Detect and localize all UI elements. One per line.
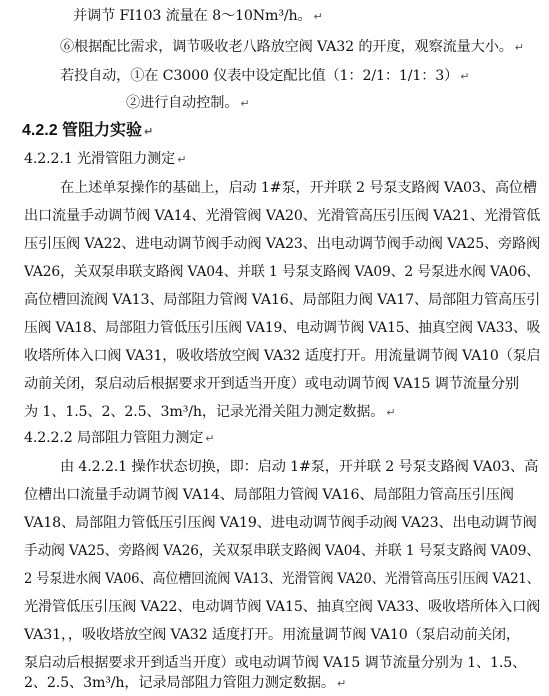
text-line xyxy=(24,318,540,338)
section-heading-text: 4.2.2 管阻力实验 xyxy=(22,122,143,139)
paragraph-mark-icon: ↵ xyxy=(177,153,187,166)
subsection-heading-text: 4.2.2.2 局部阻力管阻力测定 xyxy=(24,430,204,446)
text-line-content: 光滑管低压引压阀 VA22、电动调节阀 VA15、抽真空阀 VA33、吸收塔所体入口阀 xyxy=(24,599,541,615)
text-line xyxy=(60,66,469,87)
paragraph-mark-icon: ↵ xyxy=(205,432,215,445)
text-line xyxy=(24,206,540,226)
text-line xyxy=(24,485,514,505)
text-line-content: 出口流量手动调节阀 VA14、光滑管阀 VA20、光滑管高压引压阀 VA21、光滑管低 xyxy=(24,208,541,224)
text-line xyxy=(24,346,540,366)
text-line xyxy=(24,402,395,423)
text-line-content: 高位槽回流阀 VA13、局部阻力管阀 VA16、局部阻力阀 VA17、局部阻力管高压引 xyxy=(24,292,541,308)
text-line-content: 并调节 FI103 流量在 8～10Nm³/h。 xyxy=(73,8,312,24)
text-line-content: VA26，关双泵串联支路阀 VA04、并联 1 号泵支路阀 VA09、2 号泵进水阀 VA06、 xyxy=(24,264,540,280)
paragraph-mark-icon: ↵ xyxy=(336,677,347,690)
text-line-content: 在上述单泵操作的基础上，启动 1#泵，开并联 2 号泵支路阀 VA03、高位槽 xyxy=(60,180,537,196)
text-line-content: 压引压阀 VA22、进电动调节阀手动阀 VA23、出电动调节阀手动阀 VA25、旁路阀 xyxy=(24,236,541,252)
subsection-heading xyxy=(24,149,186,170)
text-line-content: ②进行自动控制。 xyxy=(126,95,239,111)
text-line-content: VA18、局部阻力管低压引压阀 VA19、进电动调节阀手动阀 VA23、出电动调节阀 xyxy=(24,515,537,531)
text-line xyxy=(24,262,540,282)
text-line-content: 若投自动，①在 C3000 仪表中设定配比值（1：2/1：1/1：3） xyxy=(60,68,459,84)
text-line xyxy=(24,597,540,617)
paragraph-mark-icon: ↵ xyxy=(460,70,470,83)
text-line xyxy=(24,234,540,254)
text-line xyxy=(73,6,323,27)
text-line-content: 2 号泵进水阀 VA06、高位槽回流阀 VA13、光滑管阀 VA20、光滑管高压引压阀 VA21、 xyxy=(24,571,540,587)
text-line xyxy=(24,374,519,394)
text-line xyxy=(24,569,540,589)
text-line-content: 为 1、1.5、2、2.5、3m³/h，记录光滑关阻力测定数据。 xyxy=(24,404,385,420)
subsection-heading xyxy=(24,428,214,449)
paragraph-mark-icon: ↵ xyxy=(514,41,524,54)
text-line xyxy=(60,457,538,477)
text-line xyxy=(24,513,537,533)
text-line xyxy=(24,673,346,694)
paragraph-mark-icon: ↵ xyxy=(386,406,396,419)
text-line-content: 压阀 VA18、局部阻力管低压引压阀 VA19、电动调节阀 VA15、抽真空阀 VA33、吸 xyxy=(24,320,541,336)
text-line-content: 动前关闭，泵启动后根据要求开到适当开度）或电动调节阀 VA15 调节流量分别 xyxy=(24,376,519,392)
text-line xyxy=(24,541,540,561)
section-heading xyxy=(22,121,153,142)
text-line xyxy=(24,625,520,645)
text-line xyxy=(60,37,524,58)
paragraph-mark-icon: ↵ xyxy=(240,97,250,110)
text-line-content: 收塔所体入口阀 VA31，吸收塔放空阀 VA32 适度打开。用流量调节阀 VA10（泵启 xyxy=(24,348,541,364)
text-line-content: ⑥根据配比需求，调节吸收老八路放空阀 VA32 的开度，观察流量大小。 xyxy=(60,39,513,55)
paragraph-mark-icon: ↵ xyxy=(313,10,323,23)
text-line-content: 2、2.5、3m³/h，记录局部阻力管阻力测定数据。 xyxy=(24,675,335,691)
text-line-content: 由 4.2.2.1 操作状态切换，即：启动 1#泵，开并联 2 号泵支路阀 VA03、高 xyxy=(60,459,539,475)
text-line xyxy=(24,653,526,673)
text-line xyxy=(126,93,249,114)
text-line-content: 位槽出口流量手动调节阀 VA14、局部阻力管阀 VA16、局部阻力管高压引压阀 xyxy=(24,487,514,503)
paragraph-mark-icon: ↵ xyxy=(144,125,154,138)
text-line xyxy=(60,178,537,198)
text-line-content: 手动阀 VA25、旁路阀 VA26，关双泵串联支路阀 VA04、并联 1 号泵支路阀 VA09、 xyxy=(24,543,540,559)
subsection-heading-text: 4.2.2.1 光滑管阻力测定 xyxy=(24,151,176,167)
text-line xyxy=(24,290,540,310)
text-line-content: 泵启动后根据要求开到适当开度）或电动调节阀 VA15 调节流量分别为 1、1.5、 xyxy=(24,655,527,671)
text-line-content: VA31，，吸收塔放空阀 VA32 适度打开。用流量调节阀 VA10（泵启动前关闭， xyxy=(24,627,520,643)
